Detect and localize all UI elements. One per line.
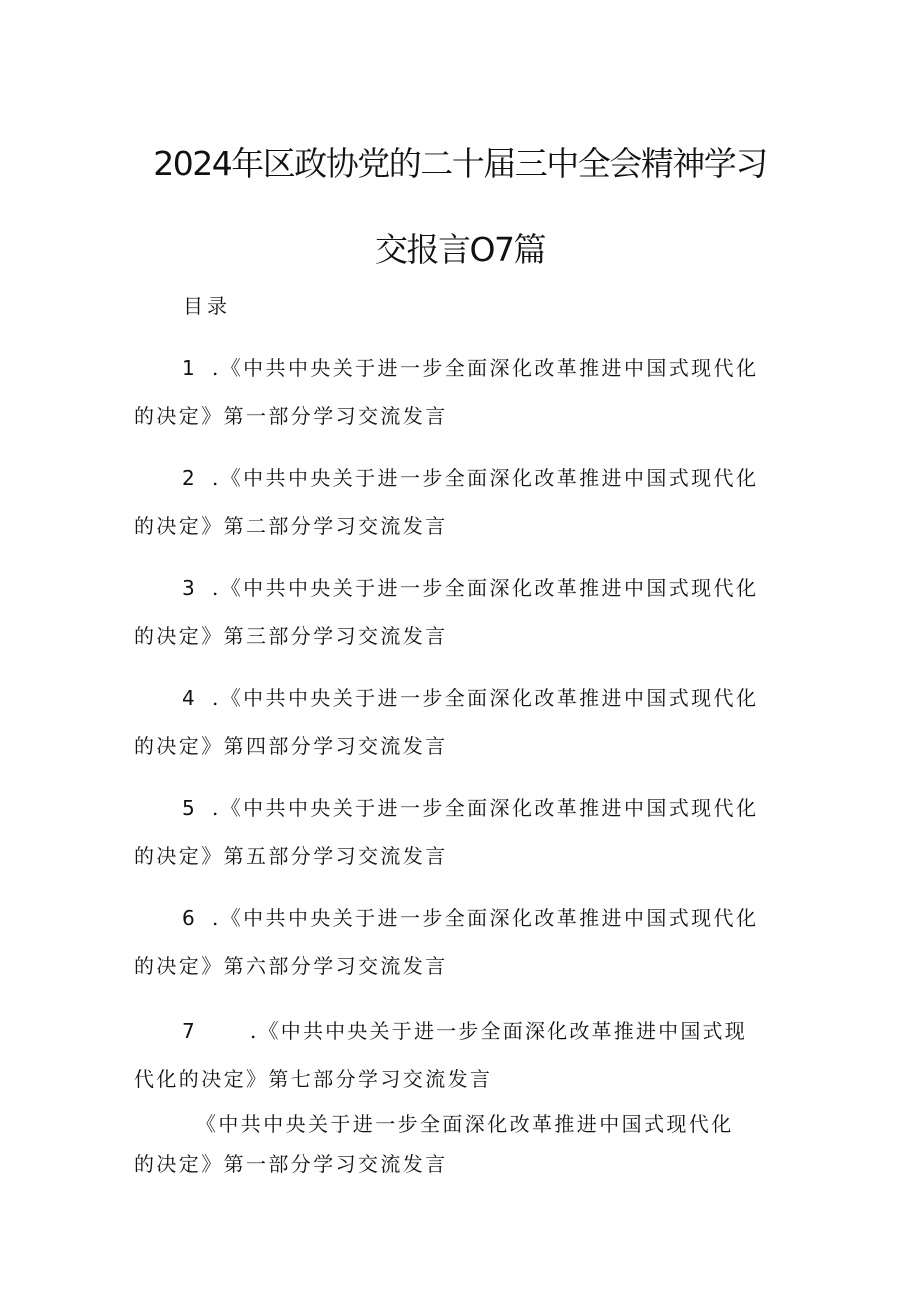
toc-entry-text-continued: 的决定》第一部分学习交流发言 [134,404,448,428]
toc-entry-3 [134,572,784,650]
section-heading [134,1108,784,1178]
toc-entry-text-continued: 的决定》第五部分学习交流发言 [134,844,448,868]
toc-entry-number: 4 [182,686,195,710]
section-heading-line-2: 的决定》第一部分学习交流发言 [134,1152,448,1176]
toc-entry-text: .《中共中央关于进一步全面深化改革推进中国式现代化 [212,466,759,490]
toc-entry-2 [134,462,784,540]
toc-entry-number: 3 [182,576,195,600]
toc-entry-7 [134,1015,784,1093]
toc-entry-1 [134,352,784,430]
section-heading-line-1: 《中共中央关于进一步全面深化改革推进中国式现代化 [196,1112,734,1136]
toc-entry-text: .《中共中央关于进一步全面深化改革推进中国式现代化 [212,906,759,930]
document-title-line-1: 2024年区政协党的二十届三中全会精神学习 [153,144,767,183]
toc-entry-number: 1 [182,356,195,380]
toc-entry-4 [134,682,784,760]
toc-entry-text: .《中共中央关于进一步全面深化改革推进中国式现代化 [212,356,759,380]
toc-entry-5 [134,792,784,870]
toc-entry-text-continued: 的决定》第二部分学习交流发言 [134,514,448,538]
toc-entry-text: .《中共中央关于进一步全面深化改革推进中国式现代化 [212,576,759,600]
toc-entry-text-continued: 代化的决定》第七部分学习交流发言 [134,1067,493,1091]
toc-entry-text-continued: 的决定》第四部分学习交流发言 [134,734,448,758]
toc-entry-6 [134,902,784,980]
toc-label: 目录 [183,294,231,318]
toc-entry-number: 5 [182,796,195,820]
toc-entry-number: 2 [182,466,195,490]
toc-entry-number: 7 [182,1019,195,1043]
toc-entry-text-continued: 的决定》第六部分学习交流发言 [134,954,448,978]
toc-entry-text: .《中共中央关于进一步全面深化改革推进中国式现代化 [212,686,759,710]
document-title-line-2: 交报言O7篇 [375,230,545,269]
toc-entry-number: 6 [182,906,195,930]
toc-entry-text: .《中共中央关于进一步全面深化改革推进中国式现 [250,1019,747,1043]
toc-entry-text: .《中共中央关于进一步全面深化改革推进中国式现代化 [212,796,759,820]
toc-entry-text-continued: 的决定》第三部分学习交流发言 [134,624,448,648]
